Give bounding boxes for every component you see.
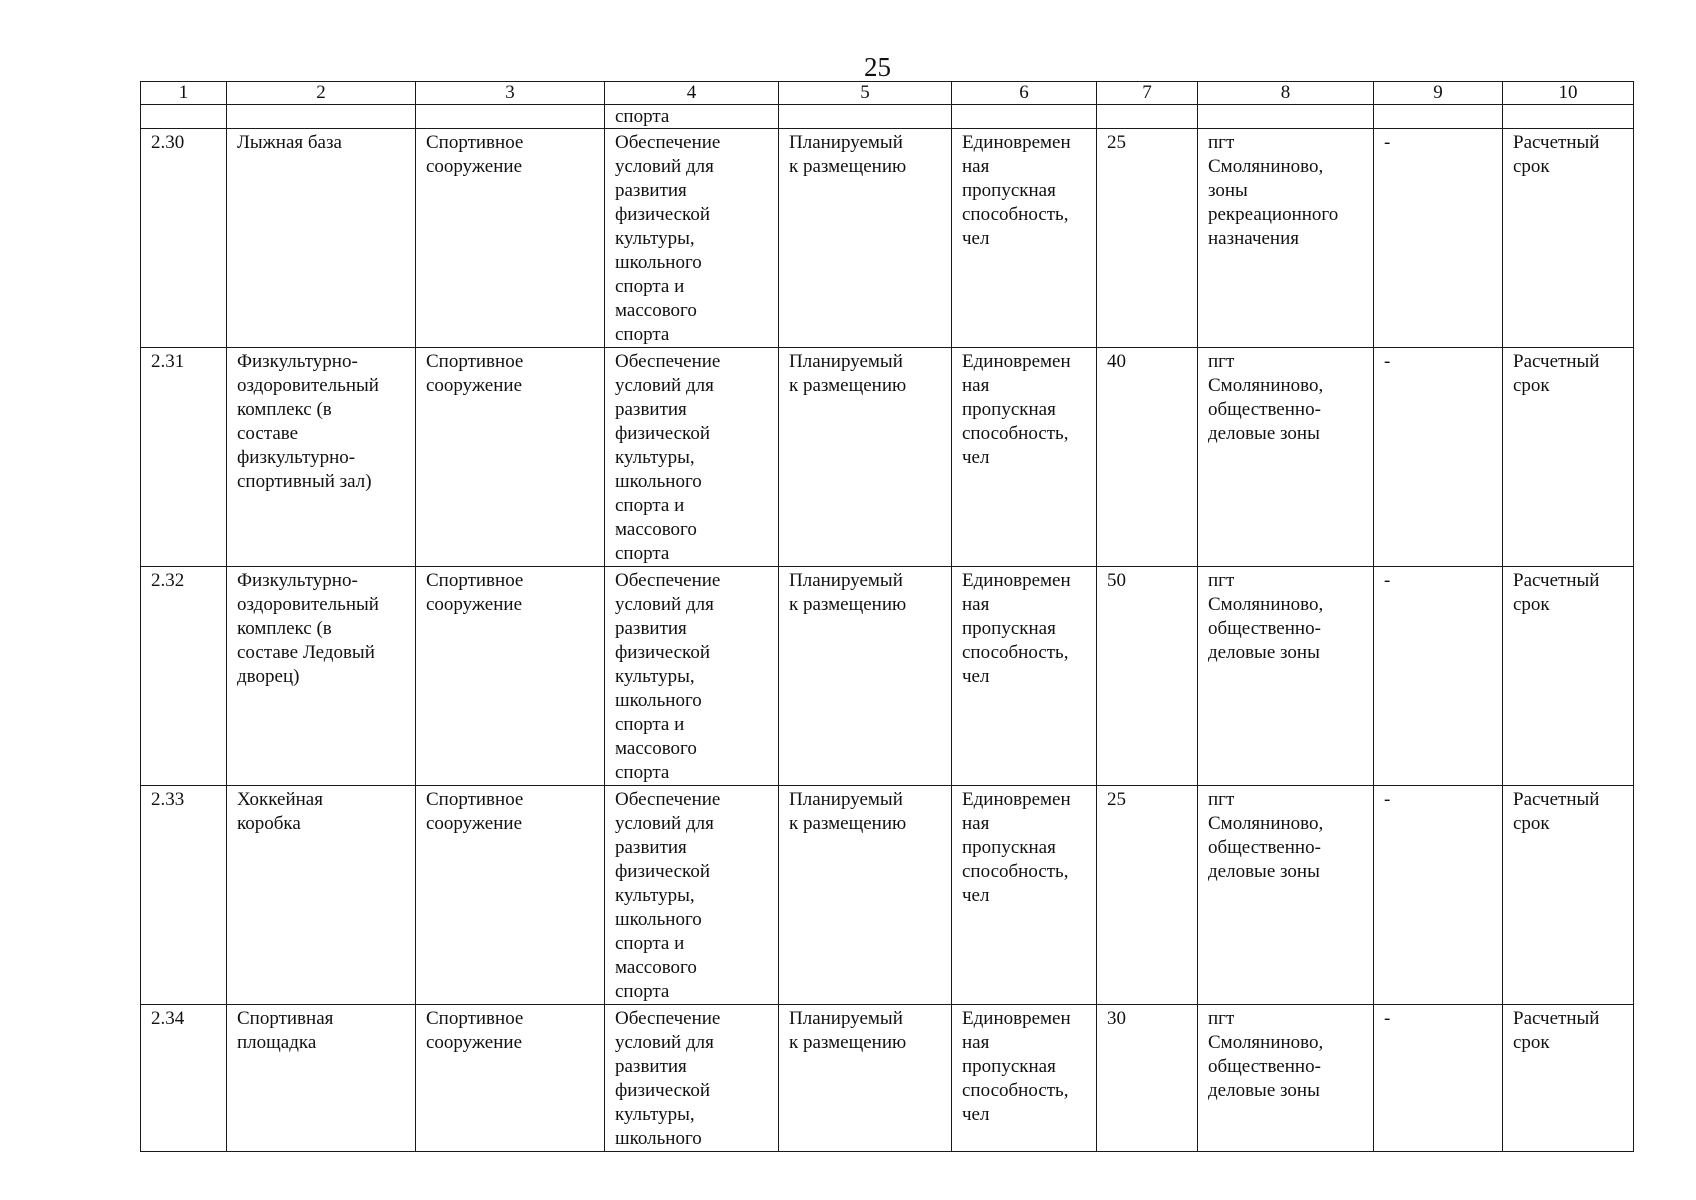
- column-number: 5: [779, 82, 952, 105]
- row-number: 2.34: [141, 1005, 227, 1152]
- column-numbers-row: [141, 82, 1634, 105]
- object-status: Планируемый к размещению: [779, 348, 952, 567]
- column-9-value: -: [1374, 129, 1503, 348]
- object-type: Спортивное сооружение: [416, 348, 605, 567]
- continuation-cell: [1198, 105, 1374, 129]
- object-purpose: Обеспечение условий для развития физической культуры, школьного спорта и массового спорта: [605, 129, 779, 348]
- object-characteristic: Единовремен ная пропускная способность, чел: [952, 786, 1097, 1005]
- table-row: [141, 1005, 1634, 1152]
- continuation-cell: [416, 105, 605, 129]
- row-number: 2.32: [141, 567, 227, 786]
- object-value: 25: [1097, 129, 1198, 348]
- column-9-value: -: [1374, 1005, 1503, 1152]
- column-number: 7: [1097, 82, 1198, 105]
- continuation-cell: [227, 105, 416, 129]
- page-number: 25: [864, 52, 891, 82]
- implementation-term: Расчетный срок: [1503, 786, 1634, 1005]
- object-value: 25: [1097, 786, 1198, 1005]
- column-number: 8: [1198, 82, 1374, 105]
- object-type: Спортивное сооружение: [416, 129, 605, 348]
- row-number: 2.33: [141, 786, 227, 1005]
- objects-table: [140, 81, 1634, 1152]
- object-value: 40: [1097, 348, 1198, 567]
- column-9-value: -: [1374, 567, 1503, 786]
- object-name: Спортивная площадка: [227, 1005, 416, 1152]
- object-status: Планируемый к размещению: [779, 129, 952, 348]
- object-characteristic: Единовремен ная пропускная способность, чел: [952, 129, 1097, 348]
- object-type: Спортивное сооружение: [416, 567, 605, 786]
- table-row: [141, 567, 1634, 786]
- table-row: [141, 348, 1634, 567]
- continuation-cell: [779, 105, 952, 129]
- object-value: 50: [1097, 567, 1198, 786]
- continuation-cell: [141, 105, 227, 129]
- object-status: Планируемый к размещению: [779, 1005, 952, 1152]
- object-name: Физкультурно- оздоровительный комплекс (в составе физкультурно- спортивный зал): [227, 348, 416, 567]
- object-name: Физкультурно- оздоровительный комплекс (в составе Ледовый дворец): [227, 567, 416, 786]
- column-number: 4: [605, 82, 779, 105]
- implementation-term: Расчетный срок: [1503, 129, 1634, 348]
- column-number: 10: [1503, 82, 1634, 105]
- object-location: пгт Смоляниново, зоны рекреационного назначения: [1198, 129, 1374, 348]
- object-characteristic: Единовремен ная пропускная способность, чел: [952, 1005, 1097, 1152]
- column-number: 2: [227, 82, 416, 105]
- column-number: 1: [141, 82, 227, 105]
- implementation-term: Расчетный срок: [1503, 567, 1634, 786]
- column-number: 6: [952, 82, 1097, 105]
- row-number: 2.30: [141, 129, 227, 348]
- implementation-term: Расчетный срок: [1503, 348, 1634, 567]
- object-characteristic: Единовремен ная пропускная способность, чел: [952, 348, 1097, 567]
- object-characteristic: Единовремен ная пропускная способность, чел: [952, 567, 1097, 786]
- continuation-cell: [1503, 105, 1634, 129]
- continuation-row: [141, 105, 1634, 129]
- continuation-cell: [1097, 105, 1198, 129]
- object-purpose: Обеспечение условий для развития физической культуры, школьного спорта и массового спорта: [605, 348, 779, 567]
- column-9-value: -: [1374, 786, 1503, 1005]
- row-number: 2.31: [141, 348, 227, 567]
- object-location: пгт Смоляниново, общественно- деловые зоны: [1198, 567, 1374, 786]
- continuation-cell: [1374, 105, 1503, 129]
- continuation-cell: спорта: [605, 105, 779, 129]
- object-status: Планируемый к размещению: [779, 567, 952, 786]
- implementation-term: Расчетный срок: [1503, 1005, 1634, 1152]
- object-type: Спортивное сооружение: [416, 786, 605, 1005]
- column-number: 9: [1374, 82, 1503, 105]
- object-status: Планируемый к размещению: [779, 786, 952, 1005]
- object-location: пгт Смоляниново, общественно- деловые зоны: [1198, 348, 1374, 567]
- column-number: 3: [416, 82, 605, 105]
- column-9-value: -: [1374, 348, 1503, 567]
- object-purpose: Обеспечение условий для развития физической культуры, школьного спорта и массового спорта: [605, 567, 779, 786]
- object-purpose: Обеспечение условий для развития физической культуры, школьного спорта и массового спорта: [605, 786, 779, 1005]
- object-type: Спортивное сооружение: [416, 1005, 605, 1152]
- object-value: 30: [1097, 1005, 1198, 1152]
- object-location: пгт Смоляниново, общественно- деловые зоны: [1198, 786, 1374, 1005]
- continuation-cell: [952, 105, 1097, 129]
- object-purpose: Обеспечение условий для развития физической культуры, школьного: [605, 1005, 779, 1152]
- object-location: пгт Смоляниново, общественно- деловые зоны: [1198, 1005, 1374, 1152]
- table-row: [141, 129, 1634, 348]
- object-name: Хоккейная коробка: [227, 786, 416, 1005]
- object-name: Лыжная база: [227, 129, 416, 348]
- table-row: [141, 786, 1634, 1005]
